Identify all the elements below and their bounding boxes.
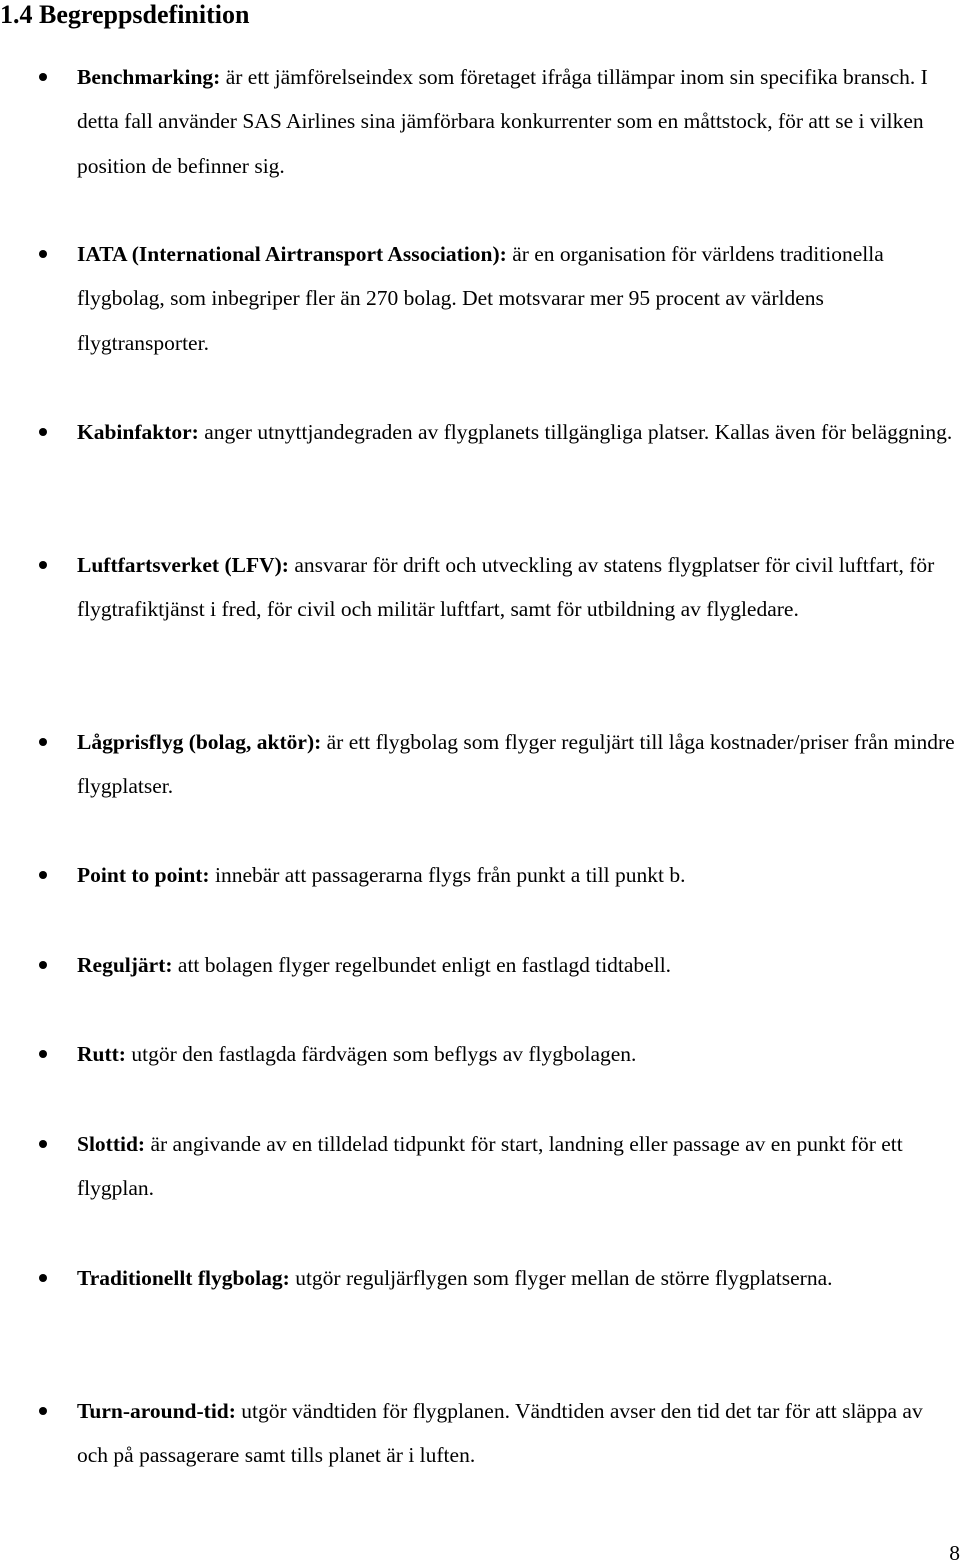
definition-term: Slottid: — [77, 1132, 146, 1156]
definition-text: ansvarar för drift och utveckling av statens flygplatser för civil luftfart, för flygtrafiktjänst i fred, för civil och militär luftfart, samt för utbildning av flygledare. — [77, 553, 935, 622]
definition-item-reguljart — [77, 943, 957, 987]
bullet-icon — [39, 1256, 49, 1300]
definition-text: är en organisation för världens traditionella flygbolag, som inbegriper fler än 270 bolag. Det motsvarar mer 95 procent av världens flygtransporter. — [77, 242, 884, 355]
definition-term: Reguljärt: — [77, 953, 173, 977]
definition-item-kabinfaktor — [77, 410, 957, 454]
bullet-icon — [39, 232, 49, 276]
definition-text: utgör vändtiden för flygplanen. Vändtiden avser den tid det tar för att släppa av och på passagerare samt tills planet är i luften. — [77, 1399, 923, 1468]
definition-term: Turn-around-tid: — [77, 1399, 236, 1423]
definition-text: är ett jämförelseindex som företaget ifråga tillämpar inom sin specifika bransch. I detta fall använder SAS Airlines sina jämförbara konkurrenter som en måttstock, för att se i vilken position de befinner sig. — [77, 65, 928, 178]
definition-item-traditionellt-flygbolag — [77, 1256, 957, 1300]
bullet-icon — [39, 55, 49, 99]
bullet-icon — [39, 543, 49, 587]
bullet-icon — [39, 1122, 49, 1166]
definition-term: Point to point: — [77, 863, 210, 887]
bullet-icon — [39, 410, 49, 454]
definition-item-luftfartsverket — [77, 543, 957, 632]
definition-term: IATA (International Airtransport Association): — [77, 242, 507, 266]
definition-item-benchmarking — [77, 55, 957, 188]
bullet-icon — [39, 943, 49, 987]
definition-term: Benchmarking: — [77, 65, 221, 89]
definition-text: innebär att passagerarna flygs från punkt a till punkt b. — [209, 863, 686, 887]
page-number: 8 — [949, 1541, 960, 1565]
definition-item-iata — [77, 232, 957, 365]
bullet-icon — [39, 1032, 49, 1076]
definition-item-turn-around-tid — [77, 1389, 957, 1478]
definition-text: utgör reguljärflygen som flyger mellan de större flygplatserna. — [289, 1266, 833, 1290]
definition-text: att bolagen flyger regelbundet enligt en fastlagd tidtabell. — [172, 953, 672, 977]
definition-term: Kabinfaktor: — [77, 420, 199, 444]
bullet-icon — [39, 720, 49, 764]
bullet-icon — [39, 1389, 49, 1433]
definition-text: är angivande av en tilldelad tidpunkt för start, landning eller passage av en punkt för ett flygplan. — [77, 1132, 903, 1201]
definition-text: utgör den fastlagda färdvägen som beflygs av flygbolagen. — [125, 1042, 637, 1066]
definition-term: Rutt: — [77, 1042, 126, 1066]
definition-item-rutt — [77, 1032, 957, 1076]
definition-item-slottid — [77, 1122, 957, 1211]
definition-term: Luftfartsverket (LFV): — [77, 553, 289, 577]
definition-item-lagprisflyg — [77, 720, 957, 809]
definition-text: anger utnyttjandegraden av flygplanets tillgängliga platser. Kallas även för beläggning. — [198, 420, 953, 444]
definition-term: Lågprisflyg (bolag, aktör): — [77, 730, 322, 754]
definition-text: är ett flygbolag som flyger reguljärt till låga kostnader/priser från mindre flygplatser. — [77, 730, 955, 799]
bullet-icon — [39, 853, 49, 897]
definition-term: Traditionellt flygbolag: — [77, 1266, 290, 1290]
section-heading: 1.4 Begreppsdefinition — [0, 0, 250, 29]
definition-item-point-to-point — [77, 853, 957, 897]
